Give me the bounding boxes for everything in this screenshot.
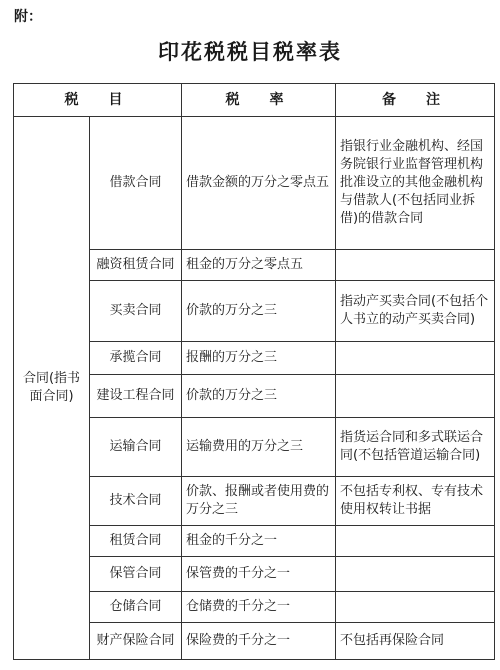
note-cell: 指货运合同和多式联运合同(不包括管道运输合同) [336,418,495,477]
note-cell [336,375,495,418]
rate-cell: 价款、报酬或者使用费的万分之三 [182,477,336,526]
item-cell: 保管合同 [90,557,182,592]
item-cell: 承揽合同 [90,342,182,375]
header-note: 备 注 [336,84,495,117]
category-cell: 合同(指书面合同) [14,117,90,660]
item-cell: 买卖合同 [90,281,182,342]
rate-cell: 报酬的万分之三 [182,342,336,375]
note-cell: 不包括专利权、专有技术使用权转让书据 [336,477,495,526]
rate-cell: 仓储费的千分之一 [182,592,336,623]
note-cell [336,342,495,375]
attachment-prefix: 附： [14,9,42,25]
note-cell [336,526,495,557]
rate-cell: 保险费的千分之一 [182,623,336,660]
header-rate: 税 率 [182,84,336,117]
item-cell: 仓储合同 [90,592,182,623]
note-cell [336,250,495,281]
page-title: 印花税税目税率表 [158,39,342,64]
rate-cell: 价款的万分之三 [182,281,336,342]
note-cell: 指动产买卖合同(不包括个人书立的动产买卖合同) [336,281,495,342]
rate-cell: 价款的万分之三 [182,375,336,418]
tax-rate-table [13,83,495,660]
table-header-row [14,84,495,117]
item-cell: 建设工程合同 [90,375,182,418]
item-cell: 运输合同 [90,418,182,477]
item-cell: 技术合同 [90,477,182,526]
header-item: 税 目 [14,84,182,117]
table-row [14,117,495,250]
note-cell [336,557,495,592]
rate-cell: 借款金额的万分之零点五 [182,117,336,250]
rate-cell: 租金的万分之零点五 [182,250,336,281]
rate-cell: 运输费用的万分之三 [182,418,336,477]
item-cell: 财产保险合同 [90,623,182,660]
item-cell: 租赁合同 [90,526,182,557]
rate-cell: 租金的千分之一 [182,526,336,557]
item-cell: 借款合同 [90,117,182,250]
item-cell: 融资租赁合同 [90,250,182,281]
rate-cell: 保管费的千分之一 [182,557,336,592]
note-cell: 不包括再保险合同 [336,623,495,660]
note-cell [336,592,495,623]
note-cell: 指银行业金融机构、经国务院银行业监督管理机构批准设立的其他金融机构与借款人(不包括同业拆借)的借款合同 [336,117,495,250]
